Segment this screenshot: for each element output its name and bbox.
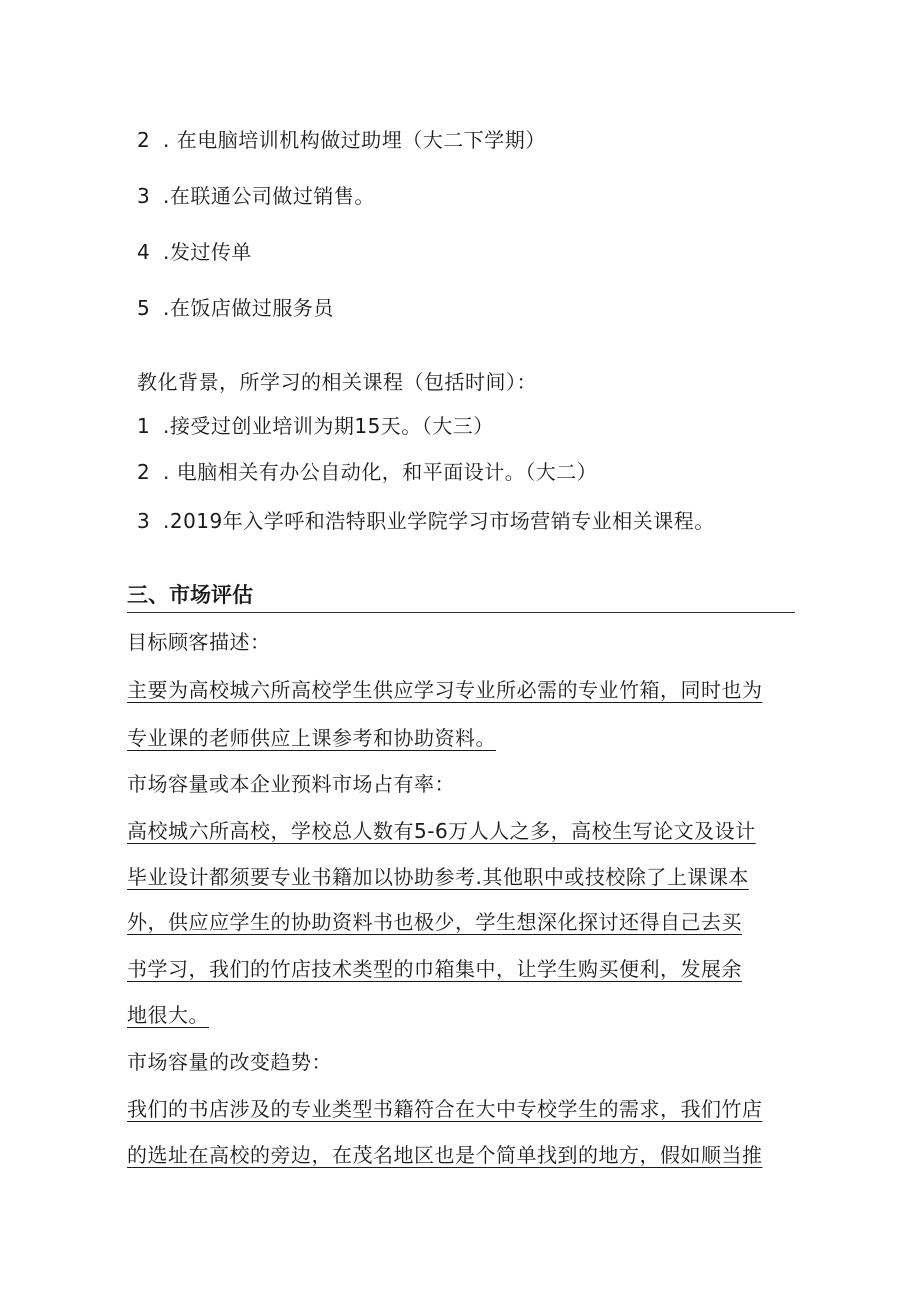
item-text: .在联通公司做过销售。 [163, 184, 375, 208]
education-heading: 教化背景，所学习的相关课程（包括时间）： [137, 370, 537, 394]
item-number: 3 [137, 509, 151, 533]
capacity-label: 市场容量或本企业预料市场占有率： [127, 772, 455, 796]
target-text-line: 专业课的老师供应上课参考和协助资料。 [127, 726, 496, 750]
capacity-text-line: 书学习，我们的竹店技术类型的巾箱集中，让学生购买便利，发展余 [127, 957, 742, 981]
section-title: 三、市场评估 [127, 580, 795, 613]
capacity-text-line: 地很大。 [127, 1003, 209, 1027]
work-item [137, 182, 375, 210]
item-number: 2 [137, 460, 151, 484]
item-text: .2019年入学呼和浩特职业学院学习市场营销专业相关课程。 [163, 509, 715, 533]
capacity-text-line: 毕业设计都须要专业书籍加以协助参考.其他职中或技校除了上课课本 [127, 865, 749, 889]
trend-label: 市场容量的改变趋势： [127, 1050, 332, 1074]
target-label: 目标顾客描述： [127, 630, 271, 654]
trend-text-line: 我们的书店涉及的专业类型书籍符合在大中专校学生的需求，我们竹店 [127, 1097, 763, 1121]
trend-text-line: 的选址在高校的旁边，在茂名地区也是个简单找到的地方，假如顺当推 [127, 1143, 763, 1167]
capacity-text-line: 高校城六所高校，学校总人数有5-6万人人之多，高校生写论文及设计 [127, 819, 756, 843]
target-text-line: 主要为高校城六所高校学生供应学习专业所必需的专业竹箱，同时也为 [127, 678, 763, 702]
work-item [137, 238, 252, 266]
item-text: .接受过创业培训为期15天。（大三） [163, 414, 494, 438]
education-item [137, 412, 494, 440]
item-number: 5 [137, 296, 151, 320]
work-item [137, 294, 334, 322]
item-number: 3 [137, 184, 151, 208]
item-number: 1 [137, 414, 151, 438]
capacity-text-line: 外，供应应学生的协助资料书也极少，学生想深化探讨还得自己去买 [127, 910, 742, 934]
education-item [137, 458, 597, 486]
item-number: 2 [137, 128, 151, 152]
item-text: .在饭店做过服务员 [163, 296, 334, 320]
education-item [137, 507, 715, 535]
item-text: . 电脑相关有办公自动化，和平面设计。（大二） [163, 460, 598, 484]
item-text: .发过传单 [163, 240, 252, 264]
work-item [137, 126, 546, 154]
item-text: . 在电脑培训机构做过助埋（大二下学期） [163, 128, 546, 152]
item-number: 4 [137, 240, 151, 264]
